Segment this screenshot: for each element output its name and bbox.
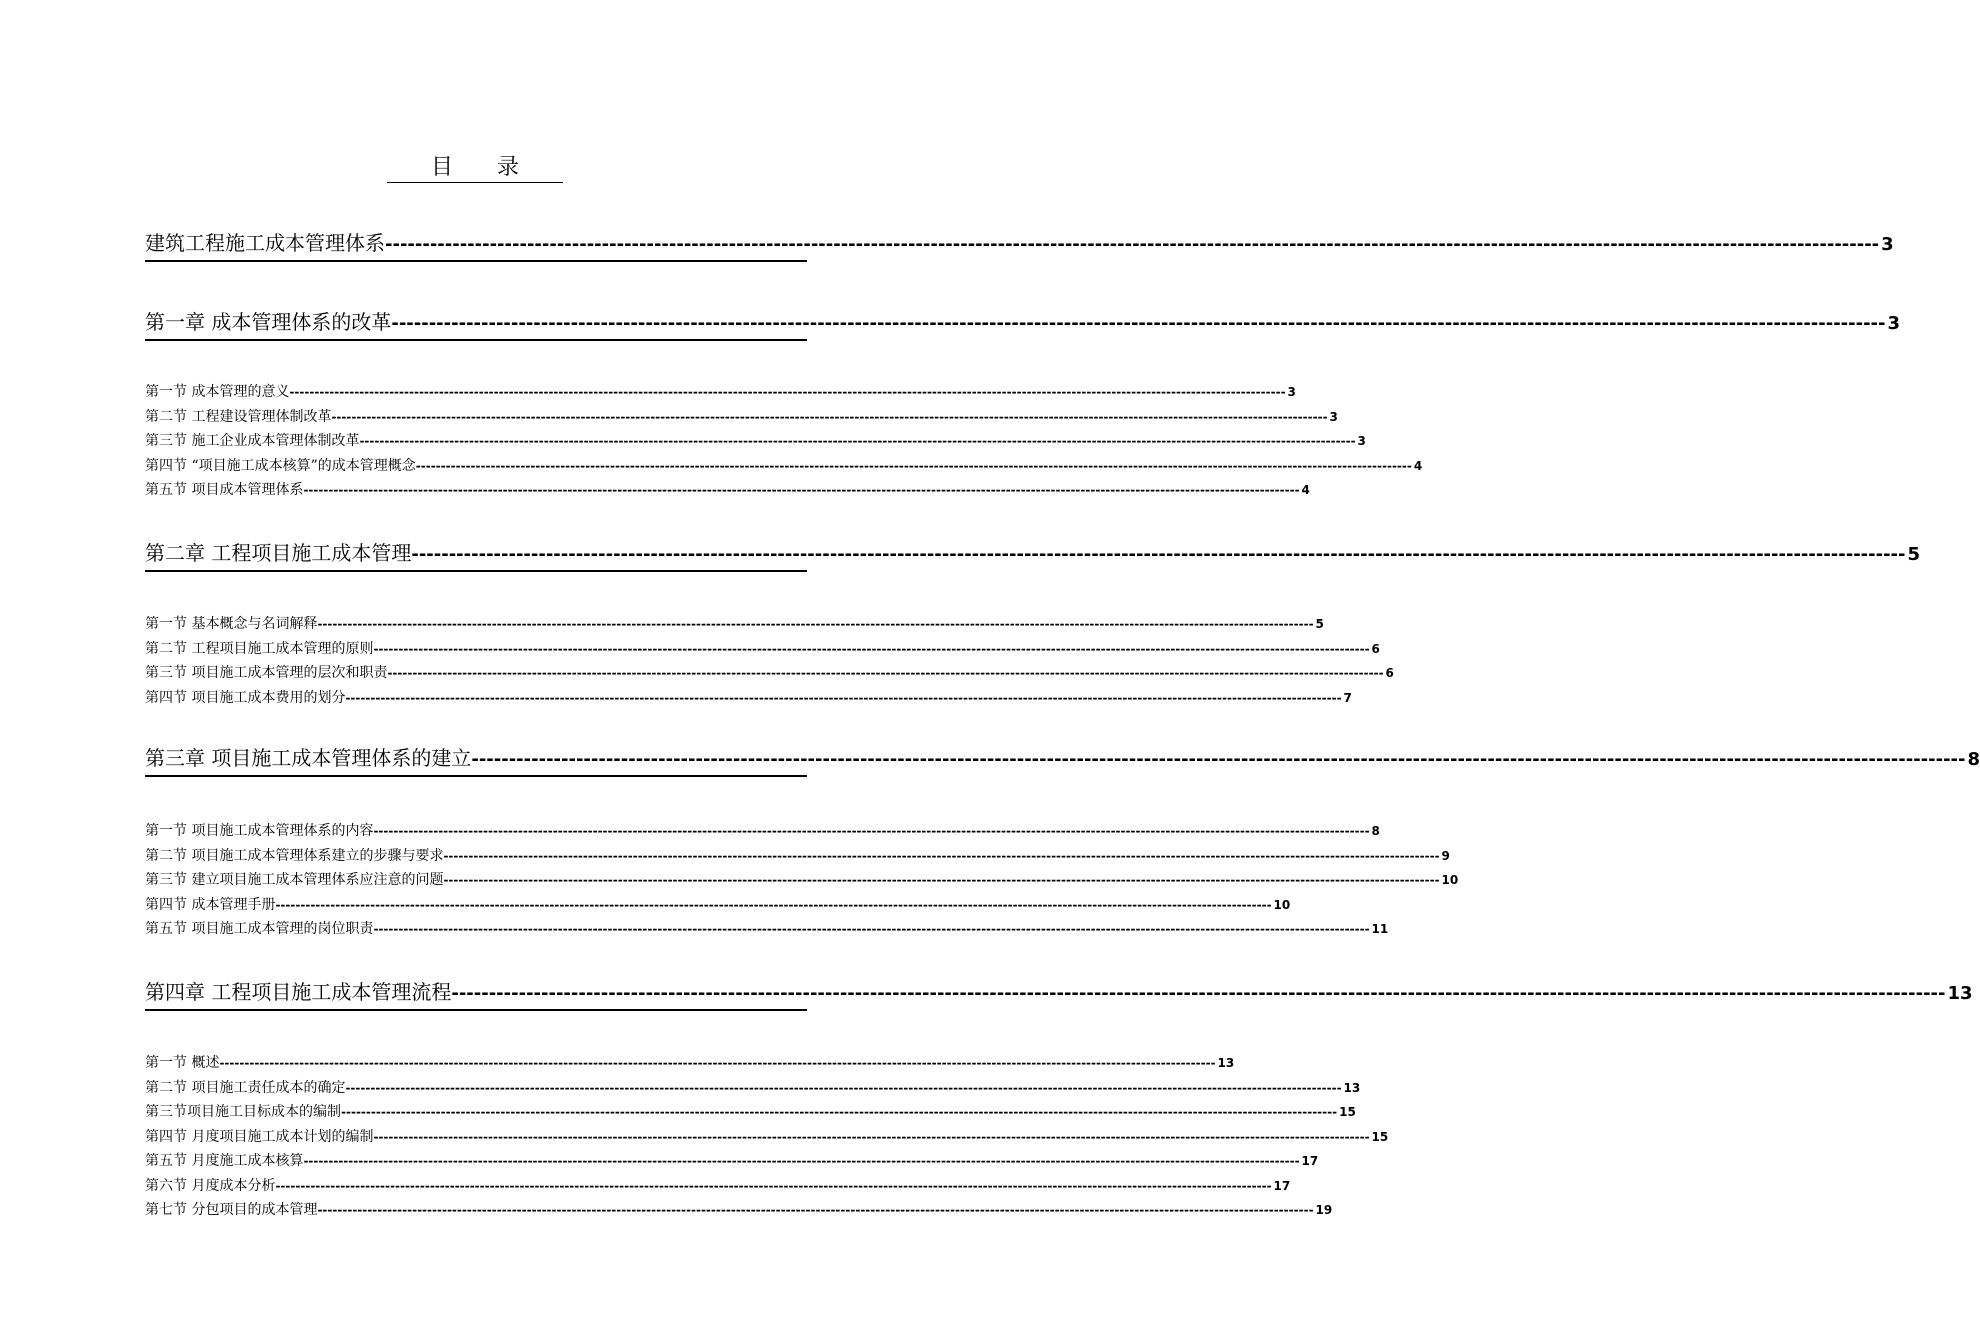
section-title: 第三节 建立项目施工成本管理体系应注意的问题: [145, 872, 444, 888]
section-row[interactable]: [145, 893, 1291, 917]
section-row[interactable]: [145, 454, 1423, 478]
section-row[interactable]: [145, 1198, 1333, 1222]
section-page-number: 17: [1273, 1178, 1291, 1193]
section-row[interactable]: [145, 637, 1380, 661]
leader-dots: --------------------------------------------------------------------------------------------------------------------------------------------------------------------------------------------------------: [373, 922, 1370, 936]
leader-dots: --------------------------------------------------------------------------------------------------------------------------------------------------------------------------------------------------------: [275, 1178, 1272, 1193]
section-entry[interactable]: [145, 917, 1389, 941]
section-entry[interactable]: [145, 1198, 1333, 1222]
chapter-entry[interactable]: [145, 975, 1973, 1011]
section-title: 第一节 基本概念与名词解释: [145, 616, 318, 632]
section-entry[interactable]: [145, 661, 1394, 685]
section-page-number: 13: [1343, 1080, 1361, 1095]
section-row[interactable]: [145, 1100, 1356, 1124]
section-page-number: 15: [1339, 1105, 1356, 1119]
section-page-number: 6: [1371, 641, 1380, 656]
leader-dots: --------------------------------------------------------------------------------------------------------------------------------------------------------------------------------------------------------: [373, 1129, 1370, 1144]
section-title: 第三节 项目施工成本管理的层次和职责: [145, 665, 388, 681]
chapter-page-number: 5: [1907, 544, 1921, 565]
leader-dots: --------------------------------------------------------------------------------------------------------------------------------------------------------------------------------------------------------: [387, 666, 1384, 680]
section-page-number: 15: [1371, 1129, 1389, 1144]
section-row[interactable]: [145, 1051, 1235, 1075]
section-entry[interactable]: [145, 819, 1380, 843]
section-entry[interactable]: [145, 1149, 1319, 1173]
section-row[interactable]: [145, 686, 1352, 710]
leader-dots: --------------------------------------------------------------------------------------------------------------------------------------------------------------------------------------------------------: [317, 1203, 1314, 1217]
section-page-number: 7: [1343, 690, 1352, 705]
section-row[interactable]: [145, 661, 1394, 685]
section-row[interactable]: [145, 868, 1459, 892]
section-title: 第二节 项目施工成本管理体系建立的步骤与要求: [145, 847, 444, 864]
section-row[interactable]: [145, 380, 1296, 404]
section-title: 第四节 月度项目施工成本计划的编制: [145, 1128, 374, 1145]
section-title: 第一节 项目施工成本管理体系的内容: [145, 823, 374, 839]
section-row[interactable]: [145, 405, 1338, 429]
section-entry[interactable]: [145, 405, 1338, 429]
chapter-page-number: 3: [1881, 234, 1894, 255]
chapter-row[interactable]: [145, 305, 1901, 341]
chapter-row[interactable]: [145, 536, 1921, 572]
chapter-entry[interactable]: [145, 305, 1901, 341]
section-row[interactable]: [145, 1174, 1291, 1198]
chapter-title: 第二章 工程项目施工成本管理: [145, 541, 412, 565]
leader-dots: --------------------------------------------------------------------------------------------------------------------------------------------------------------------------------------------------------: [385, 234, 1880, 255]
leader-dots: --------------------------------------------------------------------------------------------------------------------------------------------------------------------------------------------------------: [289, 385, 1286, 399]
section-page-number: 4: [1413, 458, 1423, 473]
section-entry[interactable]: [145, 380, 1296, 404]
section-entry[interactable]: [145, 868, 1459, 892]
section-title: 第四节 项目施工成本费用的划分: [145, 689, 346, 706]
leader-dots: --------------------------------------------------------------------------------------------------------------------------------------------------------------------------------------------------------: [303, 483, 1300, 497]
leader-dots: --------------------------------------------------------------------------------------------------------------------------------------------------------------------------------------------------------: [443, 848, 1440, 863]
section-page-number: 19: [1315, 1203, 1333, 1217]
section-page-number: 3: [1287, 385, 1296, 399]
section-page-number: 10: [1273, 897, 1291, 912]
section-title: 第四节 “项目施工成本核算”的成本管理概念: [145, 457, 416, 474]
section-entry[interactable]: [145, 612, 1324, 636]
section-title: 第二节 项目施工责任成本的确定: [145, 1079, 346, 1096]
section-entry[interactable]: [145, 844, 1450, 868]
section-title: 第五节 月度施工成本核算: [145, 1153, 304, 1169]
leader-dots: --------------------------------------------------------------------------------------------------------------------------------------------------------------------------------------------------------: [443, 873, 1440, 887]
section-page-number: 3: [1357, 434, 1366, 448]
chapter-entry[interactable]: [145, 741, 1980, 777]
leader-dots: --------------------------------------------------------------------------------------------------------------------------------------------------------------------------------------------------------: [275, 897, 1272, 912]
leader-dots: --------------------------------------------------------------------------------------------------------------------------------------------------------------------------------------------------------: [411, 544, 1906, 565]
leader-dots: --------------------------------------------------------------------------------------------------------------------------------------------------------------------------------------------------------: [359, 434, 1356, 448]
chapter-title: 建筑工程施工成本管理体系: [145, 231, 385, 255]
section-title: 第三节 施工企业成本管理体制改革: [145, 433, 360, 449]
leader-dots: --------------------------------------------------------------------------------------------------------------------------------------------------------------------------------------------------------: [391, 313, 1886, 334]
section-row[interactable]: [145, 429, 1366, 453]
section-row[interactable]: [145, 1076, 1361, 1100]
section-page-number: 3: [1329, 409, 1338, 424]
leader-dots: --------------------------------------------------------------------------------------------------------------------------------------------------------------------------------------------------------: [331, 409, 1328, 424]
chapter-row[interactable]: [145, 975, 1973, 1011]
section-title: 第一节 成本管理的意义: [145, 384, 290, 400]
section-entry[interactable]: [145, 893, 1291, 917]
chapter-page-number: 13: [1947, 983, 1973, 1004]
section-row[interactable]: [145, 1125, 1389, 1149]
leader-dots: --------------------------------------------------------------------------------------------------------------------------------------------------------------------------------------------------------: [219, 1056, 1216, 1070]
section-page-number: 17: [1301, 1154, 1319, 1168]
section-title: 第一节 概述: [145, 1055, 220, 1071]
section-entry[interactable]: [145, 1125, 1389, 1149]
section-page-number: 9: [1441, 848, 1450, 863]
section-entry[interactable]: [145, 478, 1310, 502]
section-title: 第二节 工程项目施工成本管理的原则: [145, 640, 374, 657]
chapter-page-number: 3: [1887, 313, 1901, 334]
leader-dots: --------------------------------------------------------------------------------------------------------------------------------------------------------------------------------------------------------: [317, 617, 1314, 631]
section-title: 第五节 项目施工成本管理的岗位职责: [145, 921, 374, 937]
section-title: 第六节 月度成本分析: [145, 1177, 276, 1194]
chapter-entry[interactable]: [145, 536, 1921, 572]
section-title: 第五节 项目成本管理体系: [145, 482, 304, 498]
toc-title-text: 目录: [387, 155, 563, 183]
section-entry[interactable]: [145, 454, 1423, 478]
section-entry[interactable]: [145, 1051, 1235, 1075]
leader-dots: --------------------------------------------------------------------------------------------------------------------------------------------------------------------------------------------------------: [303, 1154, 1300, 1168]
chapter-title: 第三章 项目施工成本管理体系的建立: [145, 746, 472, 770]
chapter-title: 第四章 工程项目施工成本管理流程: [145, 980, 452, 1004]
section-page-number: 13: [1217, 1056, 1235, 1070]
section-page-number: 6: [1385, 666, 1394, 680]
section-title: 第四节 成本管理手册: [145, 896, 276, 913]
section-page-number: 5: [1315, 617, 1324, 631]
section-title: 第七节 分包项目的成本管理: [145, 1202, 318, 1218]
chapter-page-number: 8: [1967, 749, 1980, 770]
section-entry[interactable]: [145, 637, 1380, 661]
section-page-number: 4: [1301, 483, 1310, 497]
section-row[interactable]: [145, 478, 1310, 502]
section-page-number: 10: [1441, 873, 1459, 887]
chapter-title: 第一章 成本管理体系的改革: [145, 310, 392, 334]
leader-dots: --------------------------------------------------------------------------------------------------------------------------------------------------------------------------------------------------------: [373, 824, 1370, 838]
leader-dots: --------------------------------------------------------------------------------------------------------------------------------------------------------------------------------------------------------: [345, 690, 1342, 705]
section-row[interactable]: [145, 1149, 1319, 1173]
section-title: 第三节项目施工目标成本的编制: [145, 1104, 341, 1120]
chapter-row[interactable]: [145, 226, 1894, 262]
section-row[interactable]: [145, 917, 1389, 941]
section-title: 第二节 工程建设管理体制改革: [145, 408, 332, 425]
section-entry[interactable]: [145, 1076, 1361, 1100]
section-row[interactable]: [145, 844, 1450, 868]
section-page-number: 11: [1371, 922, 1389, 936]
section-row[interactable]: [145, 612, 1324, 636]
leader-dots: --------------------------------------------------------------------------------------------------------------------------------------------------------------------------------------------------------: [451, 983, 1946, 1004]
section-entry[interactable]: [145, 429, 1366, 453]
leader-dots: --------------------------------------------------------------------------------------------------------------------------------------------------------------------------------------------------------: [345, 1080, 1342, 1095]
leader-dots: --------------------------------------------------------------------------------------------------------------------------------------------------------------------------------------------------------: [341, 1105, 1338, 1119]
section-row[interactable]: [145, 819, 1380, 843]
toc-title: [0, 150, 950, 181]
section-entry[interactable]: [145, 1174, 1291, 1198]
chapter-row[interactable]: [145, 741, 1980, 777]
leader-dots: --------------------------------------------------------------------------------------------------------------------------------------------------------------------------------------------------------: [471, 749, 1966, 770]
section-entry[interactable]: [145, 1100, 1356, 1124]
chapter-entry[interactable]: [145, 226, 1894, 262]
leader-dots: --------------------------------------------------------------------------------------------------------------------------------------------------------------------------------------------------------: [373, 641, 1370, 656]
section-entry[interactable]: [145, 686, 1352, 710]
leader-dots: --------------------------------------------------------------------------------------------------------------------------------------------------------------------------------------------------------: [415, 458, 1412, 473]
section-page-number: 8: [1371, 824, 1380, 838]
